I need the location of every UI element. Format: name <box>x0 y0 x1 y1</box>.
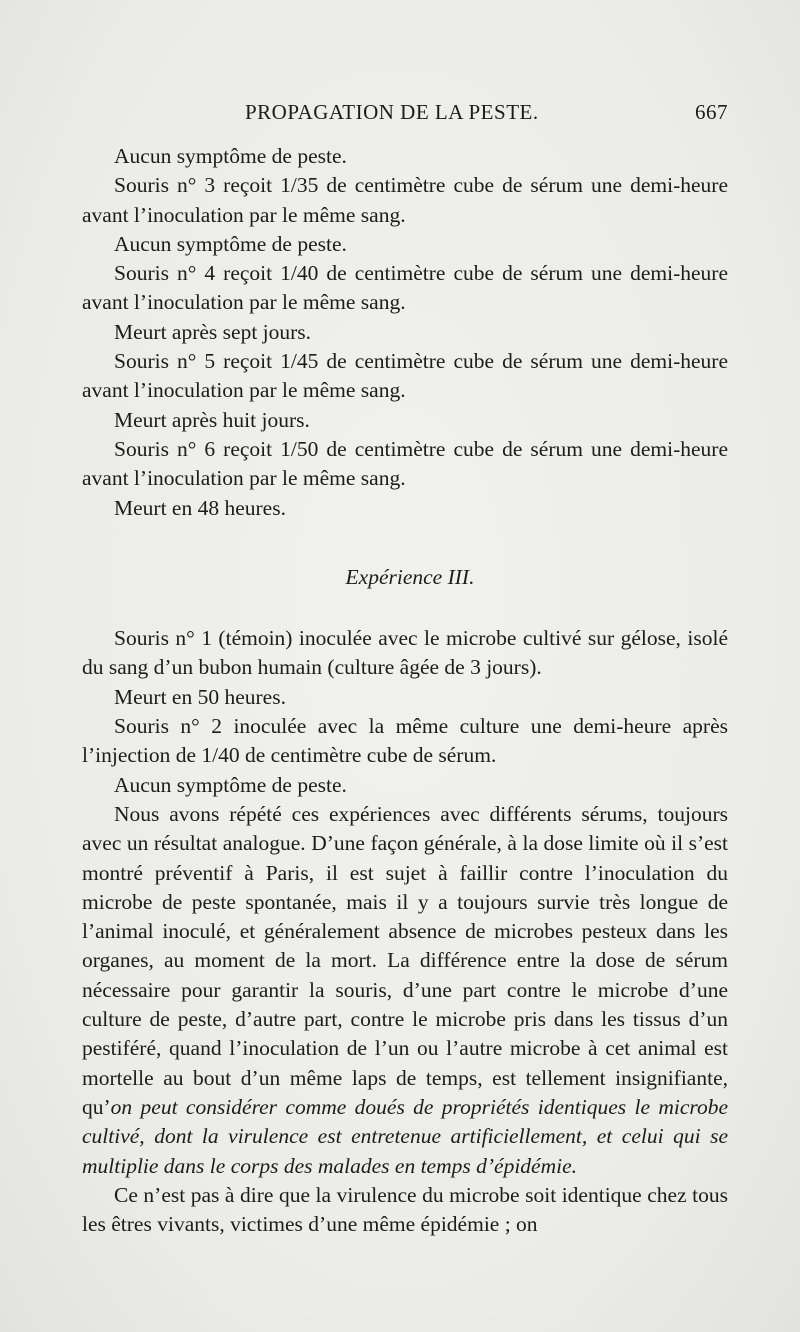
paragraph: Meurt en 48 heures. <box>114 495 286 520</box>
paragraph: Meurt après huit jours. <box>114 407 310 432</box>
running-header <box>82 100 728 132</box>
paragraph: Souris n° 6 reçoit 1/50 de centimètre cube de sérum une demi-heure avant l’inoculation par le même sang. <box>82 436 728 491</box>
section-heading: Expérience III. <box>345 564 475 589</box>
running-title: PROPAGATION DE LA PESTE. <box>245 100 539 124</box>
paragraph: Meurt en 50 heures. <box>114 684 286 709</box>
paragraph: Souris n° 2 inoculée avec la même culture une demi-heure après l’injection de 1/40 de centimètre cube de sérum. <box>82 714 728 768</box>
paragraph: Souris n° 1 (témoin) inoculée avec le microbe cultivé sur gélose, isolé du sang d’un bubon humain (culture âgée de 3 jours). <box>82 626 728 680</box>
long-paragraph-italic: on peut considérer comme doués de propriétés identiques le microbe cultivé, dont la virulence est entretenue artificiellement, et celui qui se multiplie dans le corps des malades en temps d’épidémie. <box>82 1094 728 1178</box>
final-paragraph: Ce n’est pas à dire que la virulence du microbe soit identique chez tous les êtres vivants, victimes d’une même épidémie ; on <box>82 1182 728 1237</box>
paragraph: Souris n° 3 reçoit 1/35 de centimètre cube de sérum une demi-heure avant l’inoculation par le même sang. <box>82 173 728 227</box>
long-paragraph <box>82 800 728 1181</box>
paragraph: Meurt après sept jours. <box>114 319 312 344</box>
paragraph: Aucun symptôme de peste. <box>114 772 347 797</box>
paragraph: Souris n° 4 reçoit 1/40 de centimètre cube de sérum une demi-heure avant l’inoculation par le même sang. <box>82 261 728 315</box>
paragraph: Aucun symptôme de peste. <box>114 231 347 256</box>
paragraph: Souris n° 5 reçoit 1/45 de centimètre cube de sérum une demi-heure avant l’inoculation par le même sang. <box>82 349 728 403</box>
page-number: 667 <box>695 100 728 124</box>
page-body <box>82 142 728 1239</box>
paragraph: Aucun symptôme de peste. <box>114 144 347 168</box>
long-paragraph-roman: Nous avons répété ces expériences avec différents sérums, toujours avec un résultat analogue. D’une façon générale, à la dose limite où il s’est montré préventif à Paris, il est sujet à faillir contre l’inoculation du microbe de peste spontanée, mais il y a toujours survie très longue de l’animal inoculé, et généralement absence de microbes pesteux dans les organes, au moment de la mort. La différence entre la dose de sérum nécessaire pour garantir la souris, d’une part contre le microbe d’une culture de peste, d’autre part, contre le microbe pris dans les tissus d’un pestiféré, quand l’inoculation de l’un ou l’autre microbe à cet animal est mortelle au bout d’un même laps de temps, est tellement insignifiante, qu’ <box>82 801 728 1119</box>
